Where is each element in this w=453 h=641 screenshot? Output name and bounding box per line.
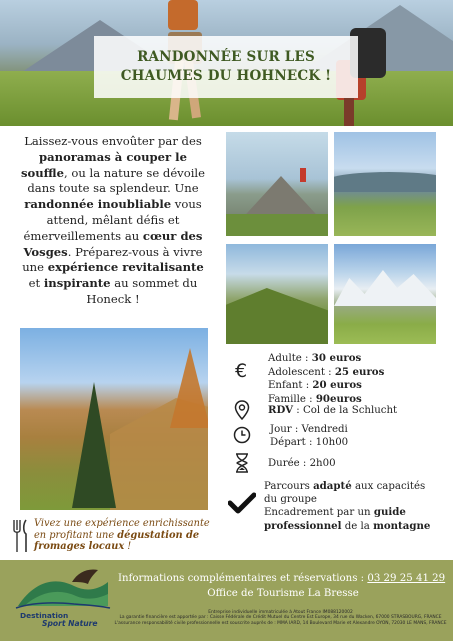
logo-line-1: Destination xyxy=(20,611,69,620)
photo-ridge xyxy=(226,244,328,344)
tree-shape xyxy=(72,382,116,508)
location-pin-icon xyxy=(231,399,253,421)
ridge-shape xyxy=(226,288,328,344)
price-label: Adulte : xyxy=(268,353,312,364)
price-list xyxy=(268,352,384,406)
hiker-figure xyxy=(300,168,306,182)
intro-text: vous attend, mêlant défis et émerveillements au xyxy=(23,197,202,243)
legal-line: La garantie financière est apportée par : Caisse Fédérale de Crédit Mutuel du Centre Est Europe, 34 rue du Wacken, 67000 STRASBOURG, FRANCE xyxy=(119,615,442,621)
price-value: 90euros xyxy=(315,392,362,405)
access-line xyxy=(264,506,450,520)
logo-line-2: Sport Nature xyxy=(42,619,98,628)
food-highlight: dégustation de fromages locaux xyxy=(34,529,200,553)
legal-line: L'assurance responsabilité civile professionnelle est souscrite auprès de : MMA IARD, 14 Boulevard Marie et Alexandre OYON, 72030 LE MANS, FRANCE xyxy=(114,620,447,626)
access-highlight: adapté xyxy=(313,480,352,492)
price-label: Enfant : xyxy=(268,380,313,392)
intro-text: , ou la nature se dévoile dans toute sa splendeur. Une xyxy=(27,165,205,196)
access-lines xyxy=(264,480,450,533)
intro-text: Laissez-vous envoûter par des xyxy=(24,134,202,148)
access-text: Parcours xyxy=(264,481,314,492)
photo-forest xyxy=(20,328,208,510)
phone-link[interactable]: 03 29 25 41 29 xyxy=(367,573,446,584)
intro-highlight: inspirante xyxy=(43,276,111,291)
duration-line: Durée : 2h00 xyxy=(268,458,336,469)
price-value: 20 euros xyxy=(312,379,362,392)
price-adult xyxy=(268,352,384,366)
food-text: Vivez une expérience enrichissante en profitant une xyxy=(34,518,210,541)
title-box xyxy=(94,36,358,98)
snow-peaks xyxy=(334,266,436,306)
price-label: Famille : xyxy=(268,393,316,405)
access-line: du groupe xyxy=(264,493,317,505)
access-highlight: montagne xyxy=(373,519,431,532)
backpack xyxy=(168,0,198,30)
rdv-line xyxy=(268,404,397,418)
intro-highlight: expérience revitalisante xyxy=(47,260,204,275)
reservation-line xyxy=(118,573,448,584)
photo-valley xyxy=(334,132,436,236)
hill-shape xyxy=(334,172,436,192)
price-value: 30 euros xyxy=(311,352,362,364)
hourglass-icon xyxy=(231,452,253,474)
intro-text: au sommet du Honeck ! xyxy=(86,276,198,306)
rdv-value: : Col de la Schlucht xyxy=(293,405,398,416)
rdv-label: RDV xyxy=(268,404,294,416)
price-value: 25 euros xyxy=(334,365,385,378)
intro-highlight: panoramas à couper le souffle xyxy=(20,149,187,180)
clock-icon xyxy=(231,424,253,446)
tree-shape xyxy=(170,348,208,428)
intro-highlight: randonnée inoubliable xyxy=(24,197,172,212)
access-line xyxy=(264,480,450,494)
intro-paragraph xyxy=(16,134,210,308)
legal-notice xyxy=(12,610,453,626)
food-text: ! xyxy=(124,541,132,553)
hiker-leg xyxy=(344,98,354,126)
checkmark-icon xyxy=(228,490,256,516)
schedule-day: Jour : Vendredi xyxy=(270,424,348,435)
intro-text: . Préparez-vous à vivre une xyxy=(22,244,203,275)
grass-area xyxy=(226,214,328,236)
photo-summit xyxy=(226,132,328,236)
access-highlight: professionnel xyxy=(264,519,342,532)
tasting-note xyxy=(34,518,218,553)
access-highlight: guide xyxy=(373,506,406,519)
intro-highlight: cœur des Vosges xyxy=(23,228,203,259)
access-text: de la xyxy=(341,520,374,532)
price-child xyxy=(268,379,384,393)
legal-line: Entreprise individuelle immatriculée à Atout France IM088120002 xyxy=(208,610,353,615)
price-label: Adolescent : xyxy=(268,366,335,378)
price-teen xyxy=(268,366,384,380)
access-line xyxy=(264,520,450,534)
office-name: Office de Tourisme La Bresse xyxy=(207,588,359,599)
schedule-lines xyxy=(270,424,348,449)
reservation-text: Informations complémentaires et réservations : xyxy=(118,573,368,584)
euro-icon: € xyxy=(234,360,248,382)
photo-alps xyxy=(334,244,436,344)
intro-text: et xyxy=(28,276,44,291)
access-text: Encadrement par un xyxy=(264,507,374,519)
access-text: aux capacités xyxy=(351,481,426,492)
fork-knife-icon xyxy=(10,518,32,554)
schedule-start: Départ : 10h00 xyxy=(270,436,349,448)
page-title: RANDONNÉE SUR LES CHAUMES DU HOHNECK ! xyxy=(120,49,332,84)
